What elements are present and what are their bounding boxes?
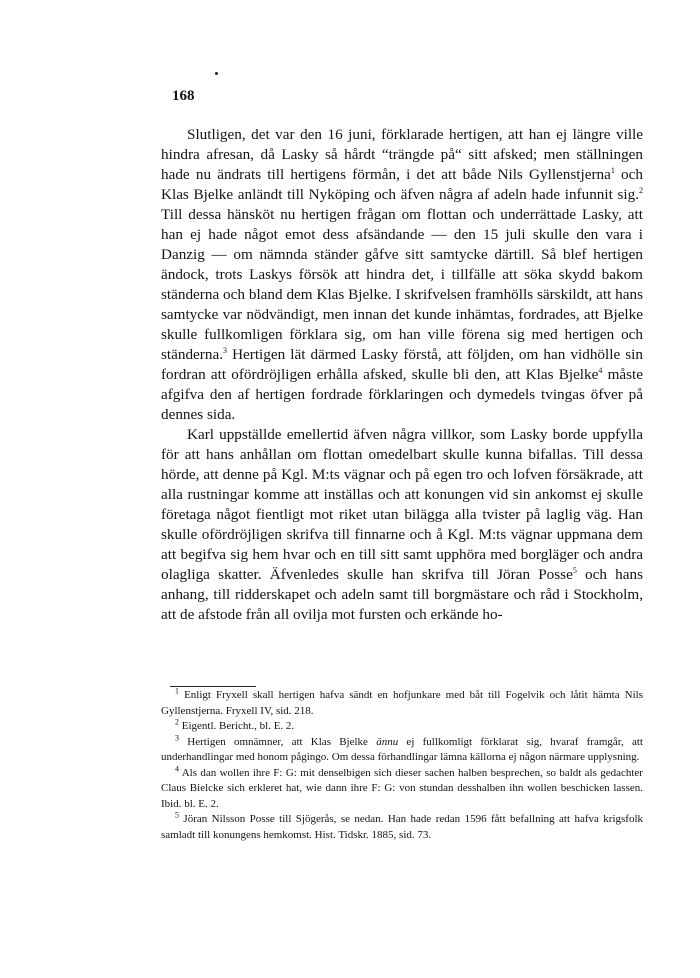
footnote-ref: 1: [610, 165, 615, 175]
footnote-1: [161, 688, 643, 719]
text-run: och Klas Bjelke anländt till Nyköping och äfven några af adeln hade infunnit sig.: [161, 166, 643, 203]
footnote-mark: 1: [175, 686, 179, 696]
footnote-text: Jöran Nilsson Posse till Sjögerås, se nedan. Han hade redan 1596 fått befallning att hafva krigsfolk samladt till konungens hemkomst. Hist. Tidskr. 1885, sid. 73.: [161, 813, 643, 841]
footnote-mark: 2: [175, 717, 179, 727]
page-number: 168: [172, 88, 195, 104]
footnote-mark: 5: [175, 810, 179, 820]
stray-dot-mark: [215, 72, 218, 75]
text-run: och hans anhang, till ridderskapet och adeln samt till borgmästare och råd i Stockholm, att de afstode från all ovilja mot fursten och erkände ho-: [161, 566, 643, 623]
footnote-5: [161, 812, 643, 843]
text-run: Karl uppställde emellertid äfven några villkor, som Lasky borde uppfylla för att hans anhållan om flottan omedelbart skulle kunna bifallas. Till dessa hörde, att denne på Kgl. M:ts vägnar och på egen tro och lofven försäkrade, att alla rustningar komme att inställas och att konungen vid sin ankomst ej skulle företaga något fientligt mot riket utan bilägga alla tvister på laglig väg. Han skulle ofördröjligen skrifva till finnarne och å Kgl. M:ts vägnar uppmana dem att begifva sig hem hvar och en till sitt samt upphöra med borgläger och andra olagliga skatter. Äfvenledes skulle han skrifva till Jöran Posse: [161, 426, 643, 583]
footnote-ref: 5: [572, 565, 577, 575]
paragraph-2: [161, 425, 643, 625]
footnote-mark: 4: [175, 763, 179, 773]
footnote-ref: 3: [223, 345, 227, 355]
footnote-text: Als dan wollen ihre F: G: mit denselbigen sich dieser sachen halben besprechen, so baldt als gedachter Claus Bielcke sich erkleret hat, wie dann ihre F: G: von stundan desshalben ihn wollen beschicken lassen. Ibid. bl. E. 2.: [161, 766, 643, 810]
footnote-ref: 2: [639, 185, 643, 195]
footnote-text: Hertigen omnämner, att Klas Bjelke: [187, 735, 377, 748]
footnote-2: [161, 719, 643, 735]
footnote-text: ej fullkomligt förklarat sig, hvaraf framgår, att underhandlingar med honom pågingo. Om dessa förhandlingar lämna källorna ej någon närmare upplysning.: [161, 735, 643, 763]
paragraph-1: [161, 125, 643, 425]
text-run: Hertigen lät därmed Lasky förstå, att följden, om han vidhölle sin fordran att ofördröjligen erhålla afsked, skulle bli den, att Klas Bjelke: [161, 346, 643, 383]
text-run: Slutligen, det var den 16 juni, förklarade hertigen, att han ej längre ville hindra afresan, då Lasky så hårdt “trängde på“ sitt afsked; men ställningen hade nu ändrats till hertigens förmån, i det att både Nils Gyllenstjerna: [161, 126, 643, 183]
footnote-4: [161, 763, 643, 813]
footnote-text: Eigentl. Bericht., bl. E. 2.: [181, 720, 295, 732]
footnotes: [161, 688, 643, 843]
footnote-ref: 4: [598, 365, 603, 375]
text-run: Till dessa hänsköt nu hertigen frågan om flottan och underrättade Lasky, att han ej hade något emot dess afsändande — den 15 juli skulle den vara i Danzig — om nämnda ständer gåfve sitt samtycke därtill. Så blef hertigen ändock, trots Laskys försök att hindra det, i tillfälle att söka skydd bakom ständerna och bland dem Klas Bjelke. I skrifvelsen framhölls särskildt, att hans samtycke var nödvändigt, men innan det kunde inhämtas, fordrades, att Bjelke skulle fullkomligen förklara sig, om han ville förena sig med hertigen och ständerna.: [161, 206, 643, 363]
footnote-text: Enligt Fryxell skall hertigen hafva sändt en hofjunkare med båt till Fogelvik och låtit hämta Nils Gyllenstjerna. Fryxell IV, sid. 218.: [161, 689, 643, 717]
footnote-mark: 3: [175, 732, 179, 742]
footnote-separator: [170, 686, 256, 687]
text-run: måste afgifva den af hertigen fordrade förklaringen och dymedels tvingas öfver på dennes sida.: [161, 366, 643, 423]
body-text: [161, 125, 643, 625]
footnote-emphasis: ännu: [376, 735, 399, 748]
footnote-3: [161, 732, 643, 766]
